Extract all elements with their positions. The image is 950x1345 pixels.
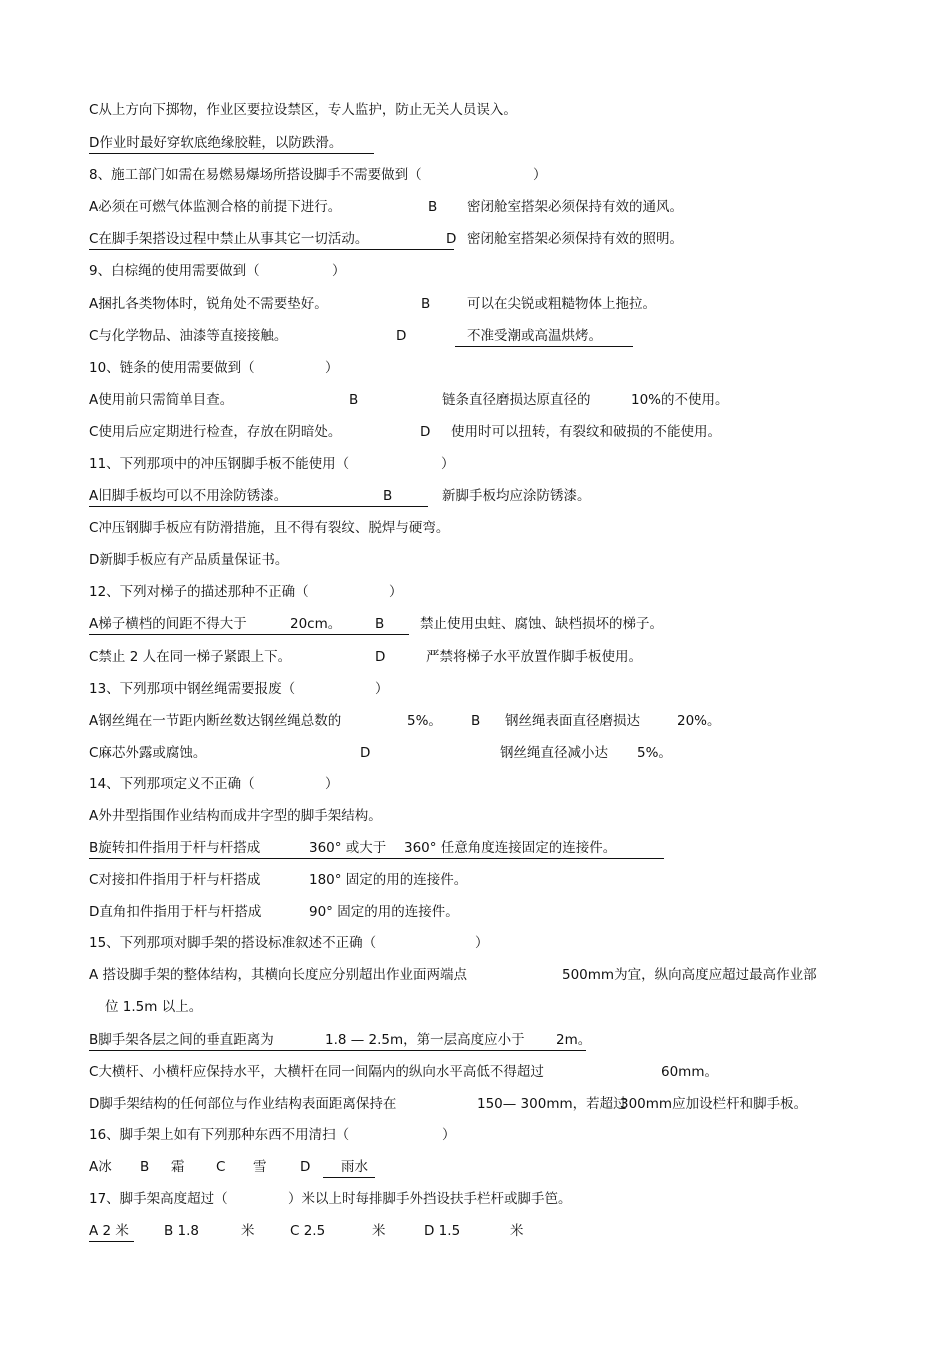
option-d: 使用时可以扭转，有裂纹和破损的不能使用。 [451,424,721,440]
question-text: 16、脚手架上如有下列那种东西不用清扫（ [89,1127,350,1143]
option-a: A外井型指围作业结构而成井字型的脚手架结构。 [89,808,382,824]
question-text: 17、脚手架高度超过（ [89,1191,228,1207]
option-a: A必须在可燃气体监测合格的前提下进行。 [89,199,342,215]
option-c-unit: 米 [372,1223,386,1239]
option-d-value: 150— 300mm，若超过 [477,1096,627,1112]
option-a: A捆扎各类物体时，锐角处不需要垫好。 [89,296,328,312]
option-a-continuation: 位 1.5m 以上。 [105,999,203,1015]
option-d-letter: D [396,328,407,344]
option-a-rest: 500mm为宜，纵向高度应超过最高作业部 [562,967,817,983]
answer-underlined: B脚手架各层之间的垂直距离为 [89,1031,586,1051]
option-b-unit: 米 [241,1223,255,1239]
option-a: A冰 [89,1159,112,1175]
option-d-letter: D [300,1159,311,1175]
option-b-letter: B [421,296,431,312]
option-b-letter: B [375,616,385,632]
option-b-letter: B [349,392,359,408]
option-b-value: 10%的不使用。 [631,392,729,408]
answer-bracket: ） [442,1127,456,1143]
option-a: A 搭设脚手架的整体结构，其横向长度应分别超出作业面两端点 [89,967,468,983]
question-text: 11、下列那项中的冲压钢脚手板不能使用（ [89,456,350,472]
option-b-rest: 360° 任意角度连接固定的连接件。 [404,840,617,856]
option-c: C冲压钢脚手板应有防滑措施，且不得有裂纹、脱焊与硬弯。 [89,520,450,536]
option-a-value: 20cm。 [290,616,342,632]
option-d-rest: 300mm应加设栏杆和脚手板。 [620,1096,808,1112]
option-d-letter: D [360,745,371,761]
answer-bracket: ） [389,584,403,600]
option-c: C对接扣件指用于杆与杆搭成 [89,872,261,888]
answer-underlined: A旧脚手板均可以不用涂防锈漆。 [89,487,428,507]
option-c: C大横杆、小横杆应保持水平，大横杆在同一间隔内的纵向水平高低不得超过 [89,1064,544,1080]
option-b-letter: B [428,199,438,215]
answer-bracket: ） [325,776,339,792]
question-text-rest: ）米以上时每排脚手外挡设扶手栏杆或脚手笆。 [288,1191,572,1207]
option-d-unit: 米 [510,1223,524,1239]
option-text: C从上方向下掷物，作业区要拉设禁区，专人监护，防止无关人员误入。 [89,102,517,118]
option-d-letter: D [446,231,457,247]
option-c: C使用后应定期进行检查，存放在阴暗处。 [89,424,342,440]
question-text: 10、链条的使用需要做到（ [89,360,255,376]
option-a: A使用前只需简单目查。 [89,392,234,408]
option-d: D直角扣件指用于杆与杆搭成 [89,904,262,920]
option-a-value: 5%。 [407,713,442,729]
question-text: 8、施工部门如需在易燃易爆场所搭设脚手不需要做到（ [89,167,422,183]
option-c-value: 60mm。 [661,1064,718,1080]
option-c: C麻芯外露或腐蚀。 [89,745,207,761]
option-b-value: 360° 或大于 [309,840,387,856]
answer-bracket: ） [375,681,389,697]
option-b-value: 1.8 — 2.5m，第一层高度应小于 [325,1032,525,1048]
option-b: 钢丝绳表面直径磨损达 [505,713,640,729]
question-text: 15、下列那项对脚手架的搭设标准叙述不正确（ [89,935,377,951]
option-d: D脚手架结构的任何部位与作业结构表面距离保持在 [89,1096,397,1112]
option-c: C禁止 2 人在同一梯子紧跟上下。 [89,649,292,665]
answer-underlined: B旋转扣件指用于杆与杆搭成 [89,839,664,859]
option-d: 严禁将梯子水平放置作脚手板使用。 [426,649,642,665]
answer-underlined: A梯子横档的间距不得大于 [89,615,409,635]
option-d-letter: D [375,649,386,665]
option-b: 新脚手板均应涂防锈漆。 [442,488,591,504]
option-d: 钢丝绳直径减小达 [500,745,608,761]
option-b-letter: B [471,713,481,729]
option-b-letter: B [140,1159,150,1175]
option-d: D新脚手板应有产品质量保证书。 [89,552,289,568]
answer-bracket: ） [533,167,547,183]
option-d-value: 5%。 [637,745,672,761]
answer-underlined: 不准受潮或高温烘烤。 [455,327,633,347]
option-c: C 2.5 [290,1223,326,1239]
option-d: 密闭舱室搭架必须保持有效的照明。 [467,231,683,247]
question-text: 14、下列那项定义不正确（ [89,776,255,792]
option-c: C与化学物品、油漆等直接接触。 [89,328,288,344]
option-d: D 1.5 [424,1223,461,1239]
option-b-letter: B [383,488,393,504]
option-c-letter: C [216,1159,226,1175]
option-b: B 1.8 [164,1223,200,1239]
question-text: 9、白棕绳的使用需要做到（ [89,263,260,279]
option-b-value: 20%。 [677,713,721,729]
option-b: 霜 [171,1159,185,1175]
option-b: 可以在尖锐或粗糙物体上拖拉。 [467,296,656,312]
option-d-letter: D [420,424,431,440]
question-text: 13、下列那项中钢丝绳需要报废（ [89,681,296,697]
option-b-value-2: 2m。 [556,1032,592,1048]
question-text: 12、下列对梯子的描述那种不正确（ [89,584,309,600]
option-b: 链条直径磨损达原直径的 [442,392,591,408]
answer-underlined: D作业时最好穿软底绝缘胶鞋，以防跌滑。 [89,134,374,154]
answer-underlined: A 2 米 [89,1222,134,1242]
answer-bracket: ） [441,456,455,472]
answer-bracket: ） [475,935,489,951]
option-c-rest: 180° 固定的用的连接件。 [309,872,468,888]
option-b: 密闭舱室搭架必须保持有效的通风。 [467,199,683,215]
answer-underlined: 雨水 [323,1158,375,1178]
option-b: 禁止使用虫蛀、腐蚀、缺档损坏的梯子。 [420,616,663,632]
answer-bracket: ） [332,263,346,279]
answer-bracket: ） [325,360,339,376]
option-a: A钢丝绳在一节距内断丝数达钢丝绳总数的 [89,713,342,729]
option-d-rest: 90° 固定的用的连接件。 [309,904,459,920]
option-c: 雪 [253,1159,267,1175]
answer-underlined: C在脚手架搭设过程中禁止从事其它一切活动。 [89,230,454,250]
